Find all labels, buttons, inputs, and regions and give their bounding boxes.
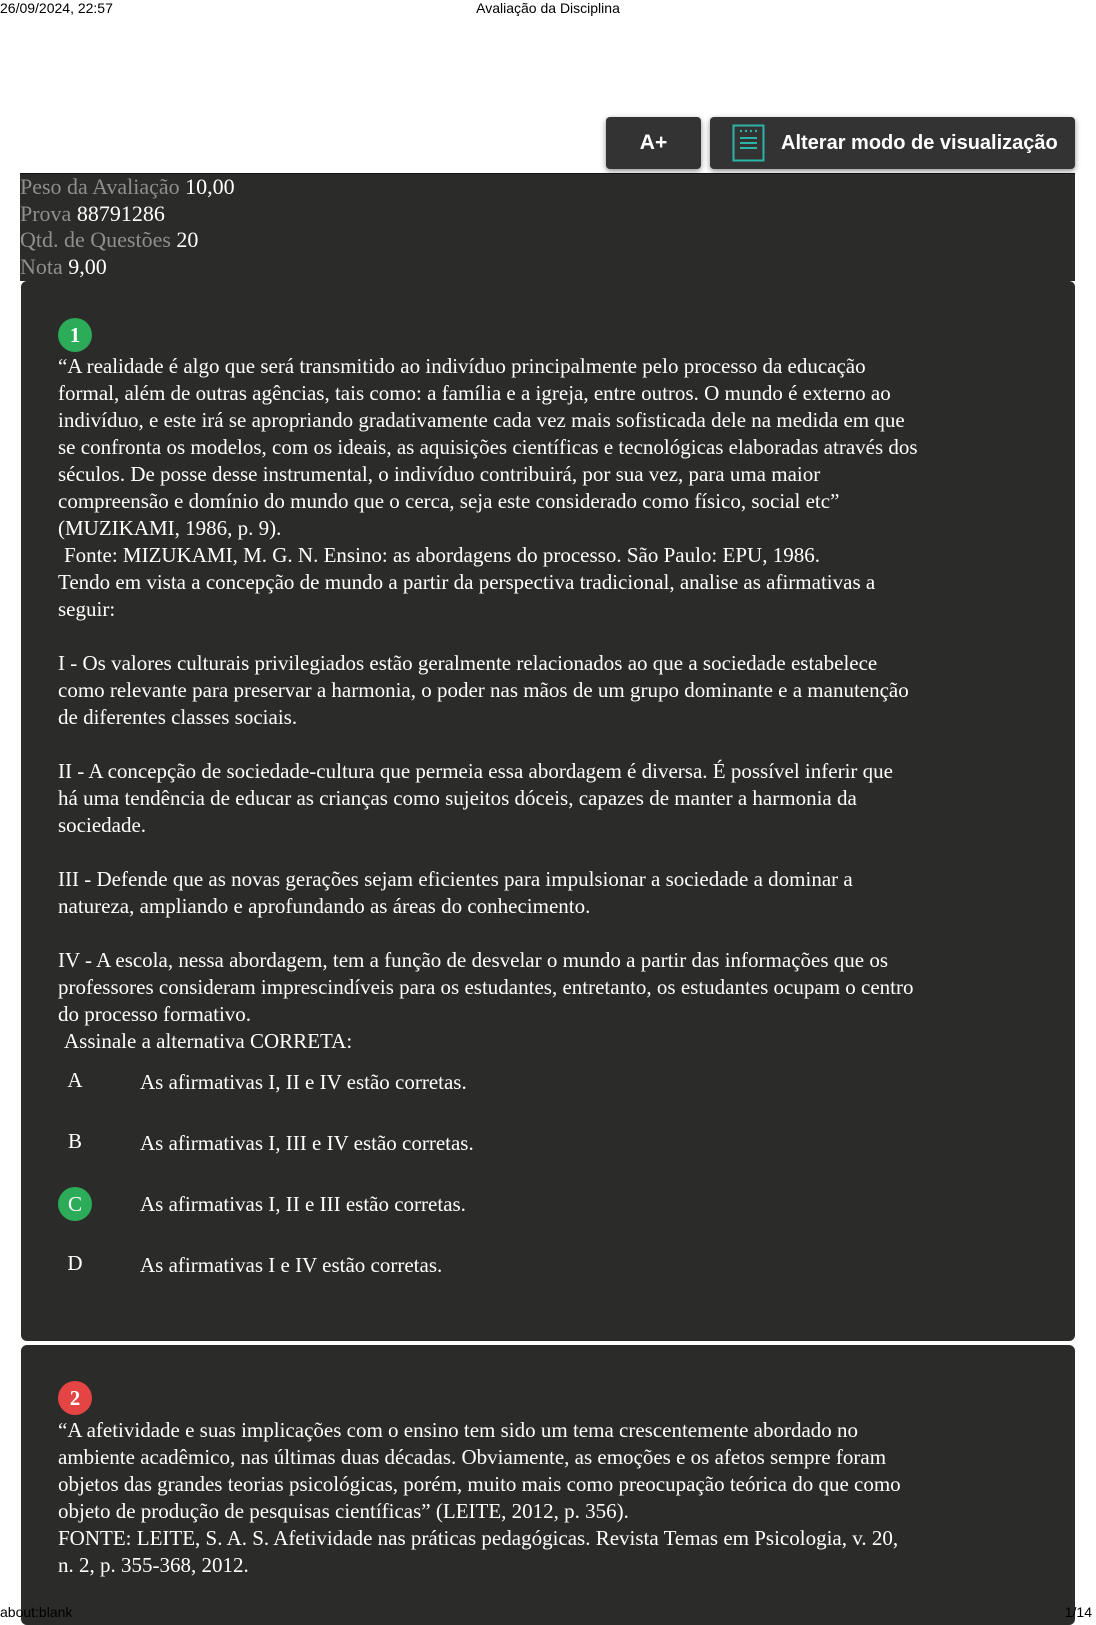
- option-d[interactable]: [58, 1248, 958, 1282]
- quote-line: indivíduo, e este irá se apropriando gradativamente cada vez mais sofisticada dele na medida em que: [58, 408, 905, 432]
- info-qtd: [20, 227, 1075, 254]
- print-header: [0, 0, 1096, 16]
- statement-line: natureza, ampliando e aprofundando as áreas do conhecimento.: [58, 894, 591, 918]
- document-icon: [732, 124, 765, 162]
- option-text: As afirmativas I, III e IV estão corretas.: [140, 1131, 474, 1155]
- print-page-number: 1/14: [1064, 1604, 1092, 1620]
- peso-value: 10,00: [185, 174, 235, 199]
- statement-line: de diferentes classes sociais.: [58, 705, 298, 729]
- statement-line: IV - A escola, nessa abordagem, tem a função de desvelar o mundo a partir das informações que os: [58, 948, 889, 972]
- quote-line: n. 2, p. 355-368, 2012.: [58, 1553, 249, 1577]
- peso-label: Peso da Avaliação: [20, 174, 180, 199]
- question-card: [21, 281, 1075, 1341]
- quote-line: se confronta os modelos, com os ideais, as aquisições científicas e tecnológicas elaboradas através dos: [58, 435, 918, 459]
- quote-line: ambiente acadêmico, nas últimas duas décadas. Obviamente, as emoções e os afetos sempre foram: [58, 1445, 887, 1469]
- evaluation-info: [20, 173, 1075, 281]
- option-letter: D: [67, 1251, 83, 1275]
- print-page-title: Avaliação da Disciplina: [476, 0, 620, 16]
- qtd-label: Qtd. de Questões: [20, 227, 171, 252]
- info-peso: [20, 174, 1075, 201]
- statement-line: do processo formativo.: [58, 1002, 252, 1026]
- statement-line: há uma tendência de educar as crianças como sujeitos dóceis, capazes de manter a harmonia da: [58, 786, 857, 810]
- option-text: As afirmativas I, II e III estão corretas.: [140, 1192, 466, 1216]
- quote-line: compreensão e domínio do mundo que o cerca, seja este considerado como físico, social etc”: [58, 489, 840, 513]
- option-text: As afirmativas I, II e IV estão corretas.: [140, 1070, 467, 1094]
- instruction-line: Assinale a alternativa CORRETA:: [64, 1029, 353, 1053]
- prompt-line: Tendo em vista a concepção de mundo a partir da perspectiva tradicional, analise as afirmativas a: [58, 570, 876, 594]
- quote-line: “A afetividade e suas implicações com o ensino tem sido um tema crescentemente abordado no: [58, 1418, 859, 1442]
- question-number-badge: 2: [58, 1381, 92, 1415]
- option-text: As afirmativas I e IV estão corretas.: [140, 1253, 443, 1277]
- view-mode-label: Alterar modo de visualização: [781, 131, 1058, 154]
- quote-line: objeto de produção de pesquisas científicas” (LEITE, 2012, p. 356).: [58, 1499, 629, 1523]
- statement-line: I - Os valores culturais privilegiados estão geralmente relacionados ao que a sociedade estabelece: [58, 651, 878, 675]
- option-c[interactable]: [58, 1187, 958, 1221]
- quote-line: FONTE: LEITE, S. A. S. Afetividade nas práticas pedagógicas. Revista Temas em Psicologia, v. 20,: [58, 1526, 899, 1550]
- question-number-badge: 1: [58, 318, 92, 352]
- option-letter-correct: C: [58, 1187, 92, 1221]
- quote-line: objetos das grandes teorias psicológicas, porém, muito mais como preocupação teórica do que como: [58, 1472, 901, 1496]
- font-size-button[interactable]: [606, 117, 701, 169]
- info-nota: [20, 254, 1075, 281]
- option-b[interactable]: [58, 1126, 958, 1160]
- prova-value: 88791286: [76, 200, 165, 226]
- quote-line: séculos. De posse desse instrumental, o indivíduo contribuirá, por sua vez, para uma maior: [58, 462, 821, 486]
- option-letter: B: [67, 1129, 82, 1153]
- statement-line: II - A concepção de sociedade-cultura que permeia essa abordagem é diversa. É possível inferir que: [58, 759, 893, 783]
- source-line: Fonte: MIZUKAMI, M. G. N. Ensino: as abordagens do processo. São Paulo: EPU, 1986.: [64, 543, 820, 567]
- option-a[interactable]: [58, 1065, 958, 1099]
- info-prova: [20, 201, 1075, 228]
- statement-line: professores consideram imprescindíveis para os estudantes, entretanto, os estudantes ocupam o centro: [58, 975, 914, 999]
- quote-line: formal, além de outras agências, tais como: a família e a igreja, entre outros. O mundo é externo ao: [58, 381, 891, 405]
- prova-label: Prova: [20, 200, 72, 226]
- quote-line: (MUZIKAMI, 1986, p. 9).: [58, 516, 282, 540]
- print-footer: [0, 1604, 1096, 1620]
- qtd-value: 20: [176, 227, 199, 252]
- print-datetime: 26/09/2024, 22:57: [0, 0, 113, 16]
- question-card: [21, 1345, 1075, 1625]
- print-url: about:blank: [0, 1604, 73, 1620]
- option-letter: A: [67, 1068, 83, 1092]
- statement-line: como relevante para preservar a harmonia, o poder nas mãos de um grupo dominante e a manutenção: [58, 678, 909, 702]
- quote-line: “A realidade é algo que será transmitido ao indivíduo principalmente pelo processo da educação: [58, 354, 866, 378]
- font-size-button-label: A+: [639, 131, 668, 154]
- nota-value: 9,00: [68, 253, 107, 279]
- statement-line: III - Defende que as novas gerações sejam eficientes para impulsionar a sociedade a dominar a: [58, 867, 853, 891]
- question-text: [58, 353, 1058, 1055]
- prompt-line: seguir:: [58, 597, 116, 621]
- nota-label: Nota: [20, 253, 63, 279]
- view-mode-button[interactable]: [710, 117, 1075, 169]
- question-text: [58, 1417, 1058, 1579]
- statement-line: sociedade.: [58, 813, 147, 837]
